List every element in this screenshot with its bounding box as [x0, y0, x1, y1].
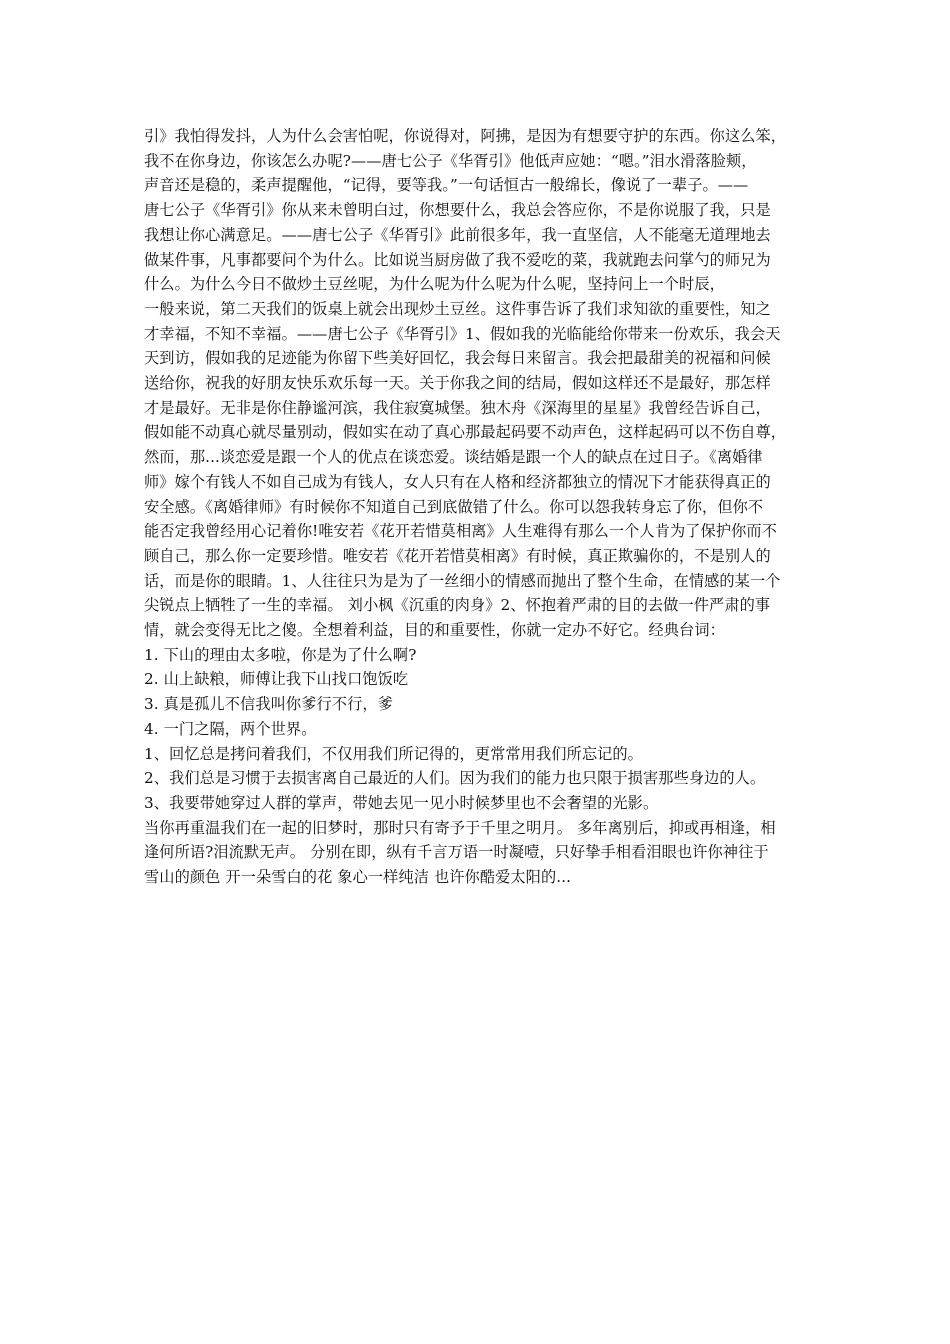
document-body [144, 124, 806, 890]
text-line: 逢何所语?泪流默无声。 分别在即，纵有千言万语一时凝噎，只好挚手相看泪眼也许你神往于 [144, 843, 769, 862]
text-line: 尖锐点上牺牲了一生的幸福。 刘小枫《沉重的肉身》2、怀抱着严肃的目的去做一件严肃的事 [144, 596, 771, 615]
numbered-list [144, 643, 806, 742]
text-line: 我不在你身边，你该怎么办呢?——唐七公子《华胥引》他低声应她：“嗯。”泪水滑落脸颊， [144, 151, 757, 170]
list-item: 4. 一门之隔，两个世界。 [144, 719, 317, 738]
text-line: 引》我怕得发抖，人为什么会害怕呢，你说得对，阿拂，是因为有想要守护的东西。你这么笨， [144, 127, 787, 145]
text-line: 什么。为什么今日不做炒土豆丝呢，为什么呢为什么呢为什么呢，坚持问上一个时辰， [144, 275, 725, 294]
text-line: 才幸福，不知不幸福。——唐七公子《华胥引》1、假如我的光临能给你带来一份欢乐，我会天 [144, 324, 781, 343]
main-paragraph [144, 124, 806, 643]
text-line: 天到访，假如我的足迹能为你留下些美好回忆，我会每日来留言。我会把最甜美的祝福和问候 [144, 349, 771, 368]
text-line: 能否定我曾经用心记着你!唯安若《花开若惜莫相离》人生难得有那么一个人肯为了保护你而不 [144, 522, 777, 541]
list-item: 1. 下山的理由太多啦，你是为了什么啊? [144, 645, 417, 664]
text-line: 才是最好。无非是你住静谧河滨，我住寂寞城堡。独木舟《深海里的星星》我曾经告诉自己， [144, 398, 771, 417]
text-line: 送给你，祝我的好朋友快乐欢乐每一天。关于你我之间的结局，假如这样还不是最好，那怎样 [144, 374, 771, 393]
text-line: 声音还是稳的，柔声提醒他，“记得，要等我。”一句话恒古一般绵长，像说了一辈子。—— [144, 176, 749, 195]
text-line: 我想让你心满意足。——唐七公子《华胥引》此前很多年，我一直坚信，人不能毫无道理地去 [144, 225, 771, 244]
text-line: 安全感。《离婚律师》有时候你不知道自己到底做错了什么。你可以怨我转身忘了你，但你不 [144, 497, 764, 516]
text-line: 顾自己，那么你一定要珍惜。唯安若《花开若惜莫相离》有时候，真正欺骗你的，不是别人的 [144, 546, 771, 565]
quote-item: 3、我要带她穿过人群的掌声，带她去见一见小时候梦里也不会奢望的光影。 [144, 793, 659, 812]
closing-paragraph [144, 816, 806, 890]
text-line: 然而，那...谈恋爱是跟一个人的优点在谈恋爱。谈结婚是跟一个人的缺点在过日子。《离婚律 [144, 448, 763, 467]
text-line: 一般来说，第二天我们的饭桌上就会出现炒土豆丝。这件事告诉了我们求知欲的重要性，知之 [144, 299, 771, 318]
list-item: 2. 山上缺粮，师傅让我下山找口饱饭吃 [144, 670, 409, 689]
text-line: 假如能不动真心就尽量别动，假如实在动了真心那最起码要不动声色，这样起码可以不伤自尊， [144, 423, 787, 442]
text-line: 唐七公子《华胥引》你从来未曾明白过，你想要什么，我总会答应你，不是你说服了我，只是 [144, 201, 771, 220]
text-line: 情，就会变得无比之傻。全想着利益，目的和重要性，你就一定办不好它。经典台词： [144, 621, 725, 640]
text-line: 雪山的颜色 开一朵雪白的花 象心一样纯洁 也许你酷爱太阳的... [144, 868, 572, 887]
quote-list [144, 742, 806, 816]
text-line: 话，而是你的眼睛。1、人往往只为是为了一丝细小的情感而抛出了整个生命，在情感的某一个 [144, 571, 781, 590]
list-item: 3. 真是孤儿不信我叫你爹行不行，爹 [144, 695, 393, 714]
text-line: 做某件事，凡事都要问个为什么。比如说当厨房做了我不爱吃的菜，我就跑去问掌勺的师兄为 [144, 250, 771, 269]
quote-item: 2、我们总是习惯于去损害离自己最近的人们。因为我们的能力也只限于损害那些身边的人。 [144, 769, 766, 788]
text-line: 当你再重温我们在一起的旧梦时，那时只有寄予于千里之明月。 多年离别后，抑或再相逢，相 [144, 818, 776, 837]
text-line: 师》嫁个有钱人不如自己成为有钱人，女人只有在人格和经济都独立的情况下才能获得真正的 [144, 472, 771, 491]
quote-item: 1、回忆总是拷问着我们，不仅用我们所记得的，更常常用我们所忘记的。 [144, 744, 643, 763]
